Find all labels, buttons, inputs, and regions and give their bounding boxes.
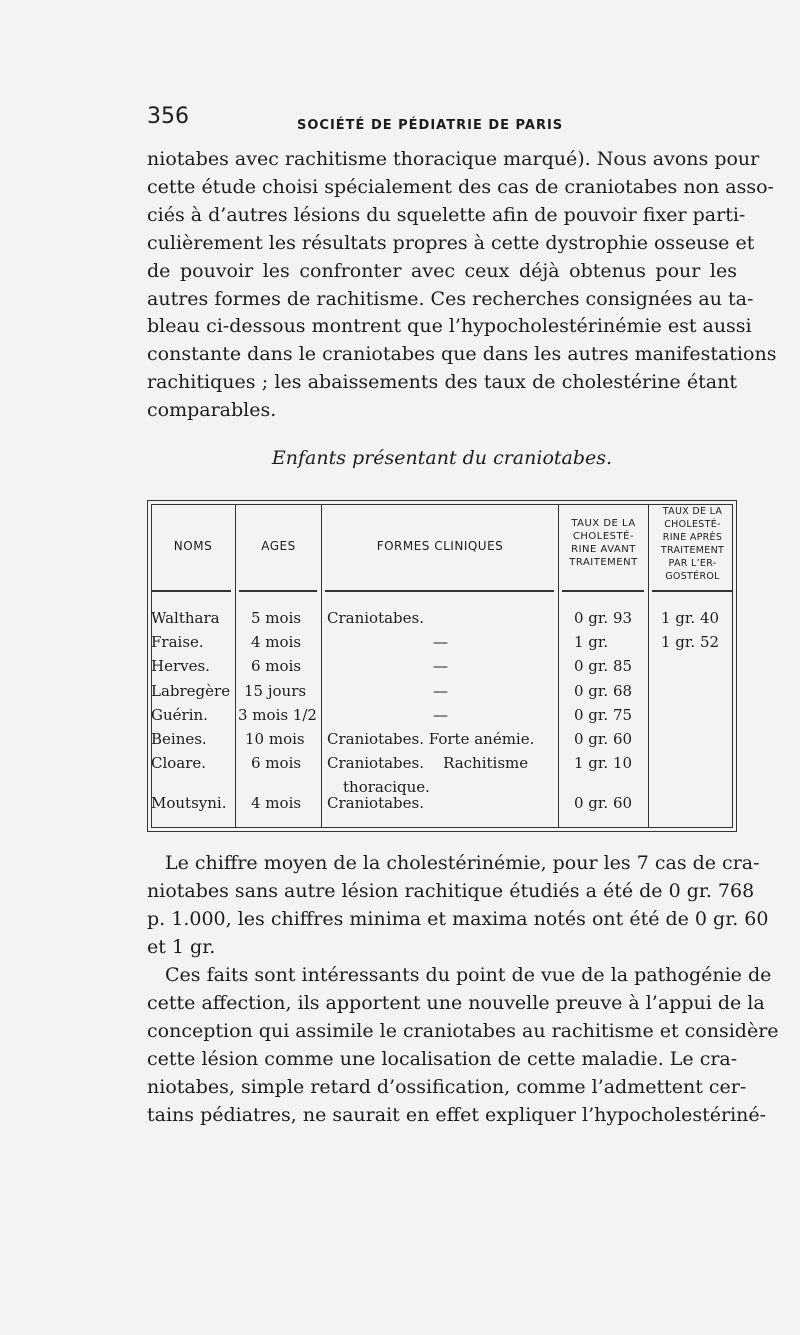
cell-nom: Moutsyni. — [151, 794, 227, 812]
cell-apres: 1 gr. 40 — [661, 609, 720, 627]
cell-age: 3 mois 1/2 — [238, 706, 317, 724]
cell-nom: Guérin. — [151, 706, 208, 724]
header-line: CHOLESTÉ- — [664, 519, 721, 530]
text-line: de pouvoir les confronter avec ceux déjà obtenus pour les — [147, 259, 737, 282]
paragraph-2 — [147, 850, 769, 962]
page-header — [147, 104, 737, 134]
header-line: CHOLESTÉ- — [572, 531, 635, 542]
cell-age: 10 mois — [245, 730, 305, 748]
text-line: conception qui assimile le craniotabes au rachitisme et considère — [147, 1019, 779, 1042]
cell-avant: 0 gr. 60 — [574, 794, 633, 812]
cell-forme: — — [433, 706, 448, 724]
text-line: Ces faits sont intéressants du point de vue de la pathogénie de — [165, 964, 772, 986]
cell-avant: 1 gr. 10 — [574, 754, 633, 772]
header-line: PAR L’ER- — [668, 558, 717, 569]
cell-forme: Craniotabes. — [327, 609, 424, 627]
cell-forme: — — [433, 682, 448, 700]
running-head: SOCIÉTÉ DE PÉDIATRIE DE PARIS — [297, 118, 564, 133]
header-noms: NOMS — [173, 539, 213, 553]
cell-forme-continued: thoracique. — [343, 778, 430, 796]
text-line: Le chiffre moyen de la cholestérinémie, pour les 7 cas de cra- — [165, 852, 760, 874]
header-ages: AGES — [261, 539, 296, 553]
header-line: RINE APRÈS — [662, 532, 723, 543]
cell-forme: — — [433, 633, 448, 651]
column-divider — [235, 505, 236, 827]
text-line: cette étude choisi spécialement des cas de craniotabes non asso- — [147, 175, 774, 198]
header-rule — [562, 590, 644, 592]
header-rule — [239, 590, 317, 592]
column-divider — [321, 505, 322, 827]
header-rule — [652, 590, 732, 592]
text-line: rachitiques ; les abaissements des taux de cholestérine étant — [147, 371, 737, 394]
text-line: ciés à d’autres lésions du squelette afin de pouvoir fixer parti- — [147, 203, 746, 226]
header-rule — [325, 590, 554, 592]
header-line: RINE AVANT — [571, 544, 636, 555]
cell-avant: 0 gr. 75 — [574, 706, 633, 724]
paragraph-1 — [147, 146, 777, 425]
cell-nom: Walthara — [151, 609, 220, 627]
table-caption: Enfants présentant du craniotabes. — [271, 447, 613, 469]
cell-avant: 1 gr. — [574, 633, 609, 651]
text-line: p. 1.000, les chiffres minima et maxima notés ont été de 0 gr. 60 — [147, 907, 769, 930]
header-line: TAUX DE LA — [571, 518, 636, 529]
text-line: niotabes, simple retard d’ossification, comme l’admettent cer- — [147, 1075, 747, 1098]
page-number: 356 — [147, 104, 189, 129]
header-line: GOSTÉROL — [665, 571, 720, 582]
cell-nom: Fraise. — [151, 633, 204, 651]
cell-age: 4 mois — [251, 794, 302, 812]
cell-avant: 0 gr. 68 — [574, 682, 633, 700]
header-formes: FORMES CLINIQUES — [376, 539, 504, 553]
header-taux-apres — [649, 505, 736, 583]
cell-avant: 0 gr. 85 — [574, 657, 633, 675]
cell-nom: Herves. — [151, 657, 210, 675]
cell-forme: Craniotabes. — [327, 794, 424, 812]
cell-nom: Cloare. — [151, 754, 207, 772]
cell-age: 5 mois — [251, 609, 302, 627]
text-line: constante dans le craniotabes que dans les autres manifestations — [147, 343, 777, 366]
text-line: cette affection, ils apportent une nouvelle preuve à l’appui de la — [147, 991, 765, 1014]
cell-apres: 1 gr. 52 — [661, 633, 720, 651]
cell-nom: Beines. — [151, 730, 207, 748]
cell-nom: Labregère — [151, 682, 231, 700]
cell-forme: — — [433, 657, 448, 675]
text-line: tains pédiatres, ne saurait en effet expliquer l’hypocholestériné- — [147, 1103, 767, 1126]
paragraph-3 — [147, 962, 779, 1129]
cell-age: 15 jours — [244, 682, 307, 700]
header-taux-avant — [559, 517, 648, 569]
text-line: et 1 gr. — [147, 935, 216, 958]
text-line: bleau ci-dessous montrent que l’hypocholestérinémie est aussi — [147, 315, 752, 338]
text-line: comparables. — [147, 399, 277, 422]
header-line: TRAITEMENT — [569, 557, 638, 568]
header-line: TAUX DE LA — [662, 506, 723, 517]
text-line: autres formes de rachitisme. Ces recherches consignées au ta- — [147, 287, 754, 310]
cell-age: 4 mois — [251, 633, 302, 651]
cell-avant: 0 gr. 60 — [574, 730, 633, 748]
cell-age: 6 mois — [251, 754, 302, 772]
text-line: niotabes avec rachitisme thoracique marqué). Nous avons pour — [147, 148, 760, 170]
cell-age: 6 mois — [251, 657, 302, 675]
header-rule — [151, 590, 231, 592]
cell-forme: Craniotabes. Forte anémie. — [327, 730, 535, 748]
cell-avant: 0 gr. 93 — [574, 609, 633, 627]
text-line: niotabes sans autre lésion rachitique étudiés a été de 0 gr. 768 — [147, 879, 755, 902]
cell-forme: Craniotabes. Rachitisme — [327, 754, 529, 772]
text-line: culièrement les résultats propres à cette dystrophie osseuse et — [147, 231, 755, 254]
header-line: TRAITEMENT — [660, 545, 725, 556]
text-line: cette lésion comme une localisation de cette maladie. Le cra- — [147, 1047, 738, 1070]
